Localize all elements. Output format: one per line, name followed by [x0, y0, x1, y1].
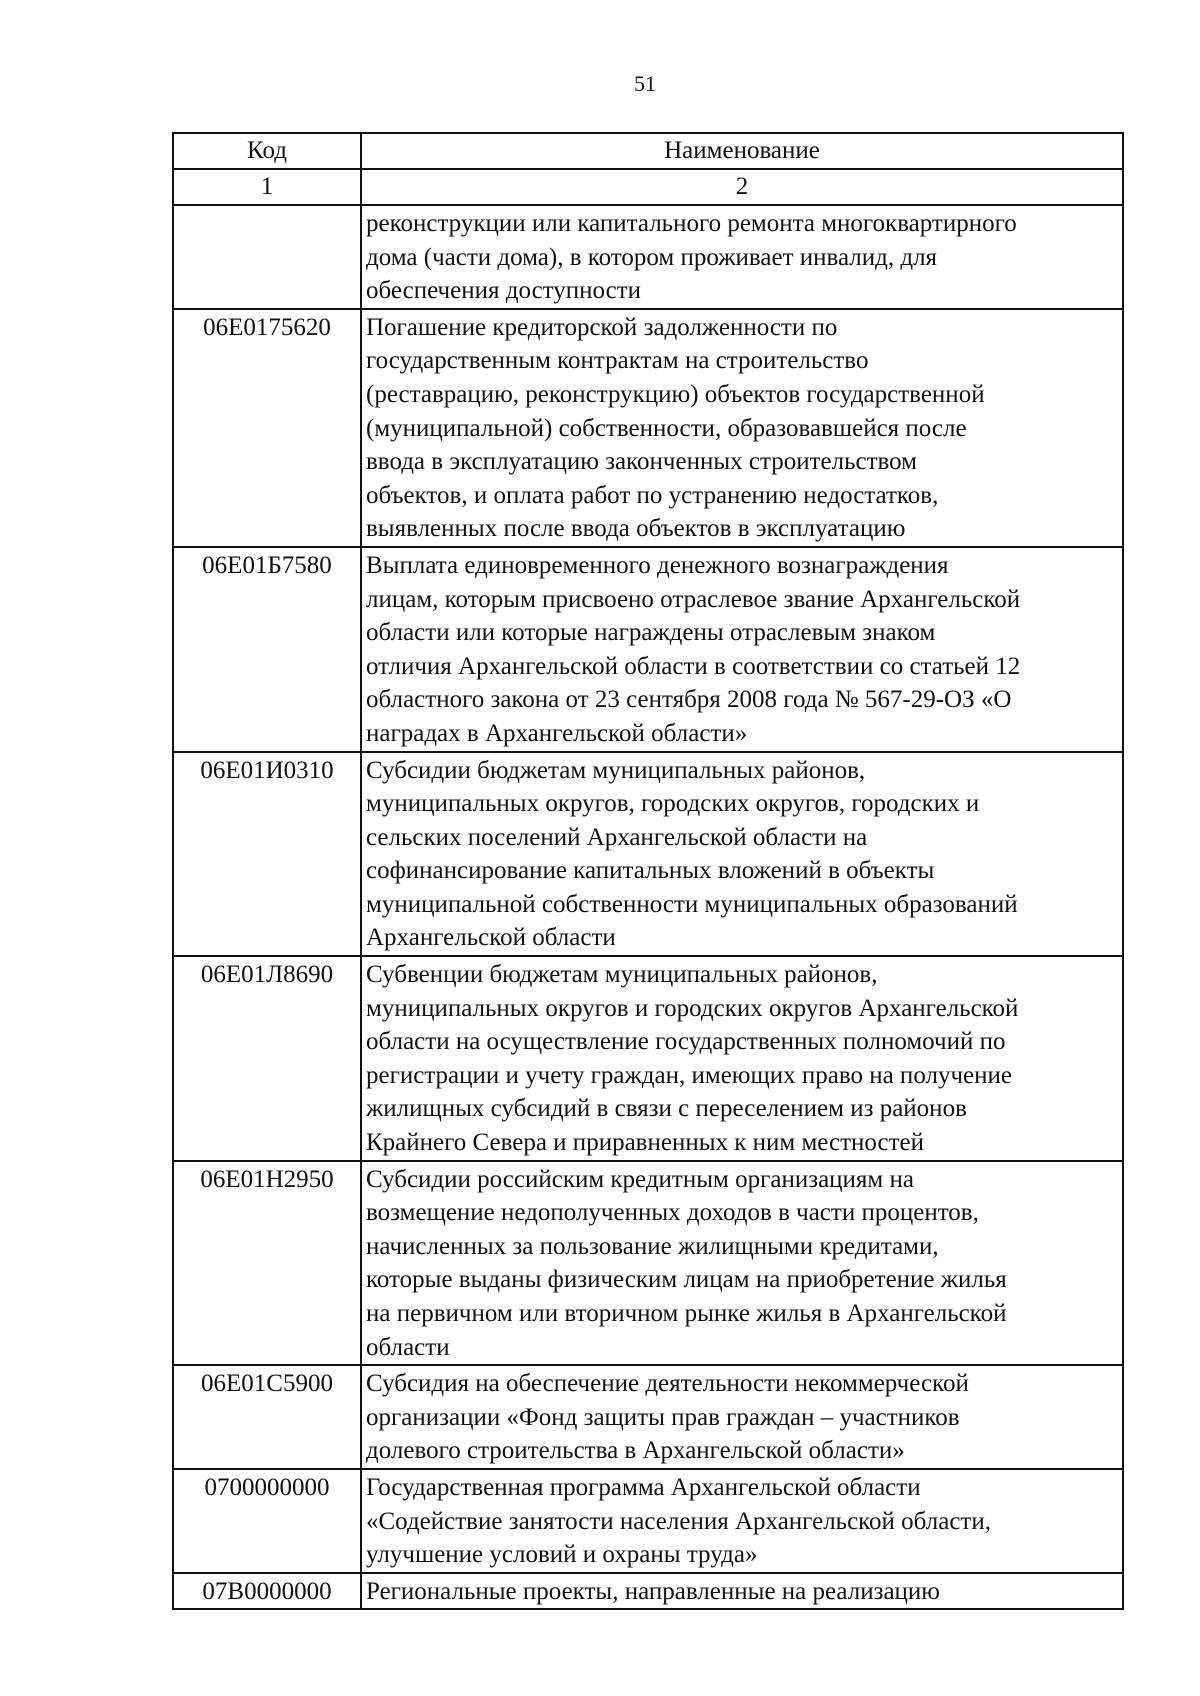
row-code: 06Е01Б7580	[173, 547, 361, 752]
row-name: Субсидии бюджетам муниципальных районов, муниципальных округов, городских округов, городских и сельских поселений Архангельской области на софинансирование капитальных вложений в объекты муниципальной собственности муниципальных образований Архангельской области	[361, 752, 1123, 957]
header-name: Наименование	[361, 133, 1123, 169]
header-row	[173, 133, 1123, 169]
row-name: Субсидии российским кредитным организациям на возмещение недополученных доходов в части процентов, начисленных за пользование жилищными кредитами, которые выданы физическим лицам на приобретение жилья на первичном или вторичном рынке жилья в Архангельской области	[361, 1161, 1123, 1366]
table-row	[173, 1573, 1123, 1610]
page-number: 51	[634, 71, 656, 96]
row-code	[173, 205, 361, 309]
row-name: Государственная программа Архангельской области «Содействие занятости населения Архангельской области, улучшение условий и охраны труда»	[361, 1469, 1123, 1573]
row-name: Региональные проекты, направленные на реализацию	[361, 1573, 1123, 1610]
column-number-name: 2	[361, 169, 1123, 205]
row-name: Погашение кредиторской задолженности по государственным контрактам на строительство (реставрацию, реконструкцию) объектов государственной (муниципальной) собственности, образовавшейся после ввода в эксплуатацию законченных строительством объектов, и оплата работ по устранению недостатков, выявленных после ввода объектов в эксплуатацию	[361, 309, 1123, 547]
table-row	[173, 309, 1123, 547]
row-name: реконструкции или капитального ремонта многоквартирного дома (части дома), в котором проживает инвалид, для обеспечения доступности	[361, 205, 1123, 309]
header-code: Код	[173, 133, 361, 169]
row-code: 06Е01Н2950	[173, 1161, 361, 1366]
row-name: Субсидия на обеспечение деятельности некоммерческой организации «Фонд защиты прав граждан – участников долевого строительства в Архангельской области»	[361, 1365, 1123, 1469]
row-code: 06Е0175620	[173, 309, 361, 547]
row-code: 07В0000000	[173, 1573, 361, 1610]
table-row	[173, 1469, 1123, 1573]
table-row	[173, 752, 1123, 957]
row-code: 06Е01С5900	[173, 1365, 361, 1469]
row-name: Выплата единовременного денежного вознаграждения лицам, которым присвоено отраслевое звание Архангельской области или которые награждены отраслевым знаком отличия Архангельской области в соответствии со статьей 12 областного закона от 23 сентября 2008 года № 567-29-ОЗ «О наградах в Архангельской области»	[361, 547, 1123, 752]
table-row	[173, 1365, 1123, 1469]
table-body	[173, 133, 1123, 1609]
table-row	[173, 205, 1123, 309]
table-row	[173, 547, 1123, 752]
code-table	[172, 132, 1124, 1610]
column-number-code: 1	[173, 169, 361, 205]
row-code: 06Е01И0310	[173, 752, 361, 957]
row-name: Субвенции бюджетам муниципальных районов, муниципальных округов и городских округов Архангельской области на осуществление государственных полномочий по регистрации и учету граждан, имеющих право на получение жилищных субсидий в связи с переселением из районов Крайнего Севера и приравненных к ним местностей	[361, 956, 1123, 1161]
row-code: 06Е01Л8690	[173, 956, 361, 1161]
table-row	[173, 956, 1123, 1161]
table-row	[173, 1161, 1123, 1366]
row-code: 0700000000	[173, 1469, 361, 1573]
column-number-row	[173, 169, 1123, 205]
